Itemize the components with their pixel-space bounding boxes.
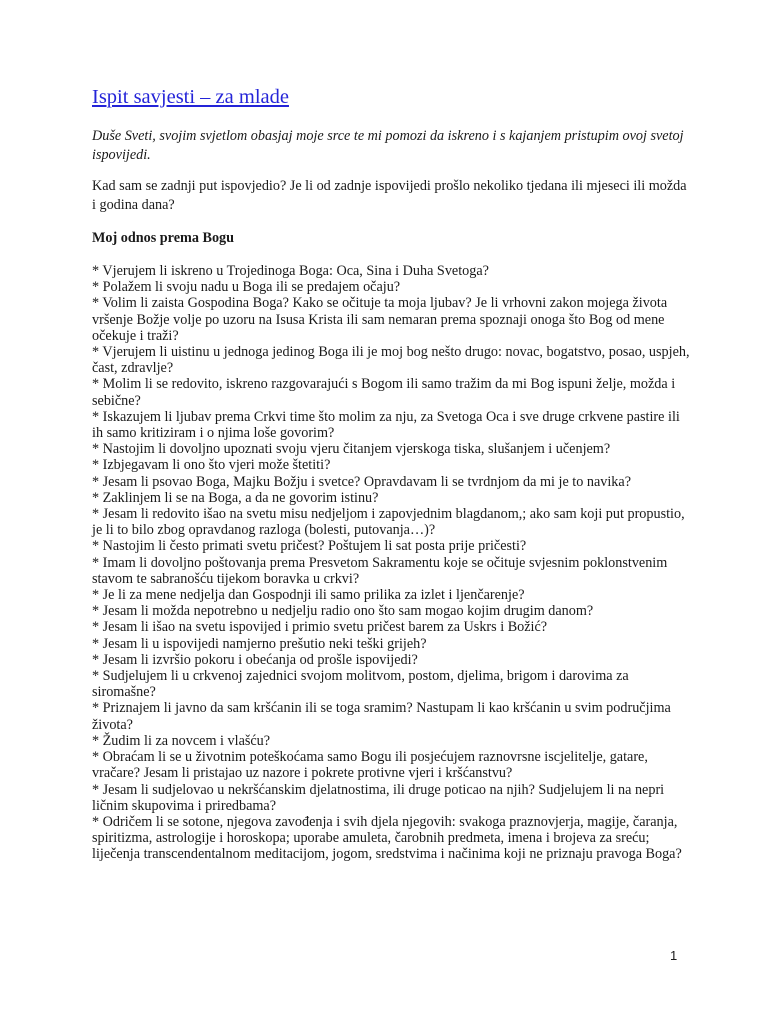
examination-list (92, 263, 692, 863)
list-item: * Jesam li možda nepotrebno u nedjelju radio ono što sam mogao kojim drugim danom? (92, 603, 594, 620)
list-item: * Izbjegavam li ono što vjeri može štetiti? (92, 457, 331, 474)
list-item: * Polažem li svoju nadu u Boga ili se predajem očaju? (92, 279, 401, 296)
list-item: * Jesam li psovao Boga, Majku Božju i svetce? Opravdavam li se tvrdnjom da mi je to navika? (92, 473, 632, 490)
list-item: * Odričem li se sotone, njegova zavođenja i svih djela njegovih: svakoga praznovjerja, magije, čaranja, spiritizma, astrologije i horoskopa; uporabe amuleta, čarobnih predmeta, imena i brojeva za sreću; liječenja transcendentalnom meditacijom, jogom, sredstvima i načinima koji ne priznaju pravoga Boga? (92, 813, 682, 863)
list-item: * Iskazujem li ljubav prema Crkvi time što molim za nju, za Svetoga Oca i sve druge crkvene pastire ili ih samo kritiziram i o njima loše govorim? (92, 408, 680, 442)
list-item: * Je li za mene nedjelja dan Gospodnji ili samo prilika za izlet i ljenčarenje? (92, 587, 525, 604)
list-item: * Žudim li za novcem i vlašću? (92, 732, 271, 749)
list-item: * Nastojim li često primati svetu pričest? Poštujem li sat posta prije pričesti? (92, 538, 527, 555)
list-item: * Vjerujem li uistinu u jednoga jedinog Boga ili je moj bog nešto drugo: novac, bogatstvo, posao, uspjeh, čast, zdravlje? (92, 344, 690, 377)
list-item: * Volim li zaista Gospodina Boga? Kako se očituje ta moja ljubav? Je li vrhovni zakon mojega života vršenje Božje volje po uzoru na Isusa Krista ili sam nemaran prema spoznaji onoga što Bog od mene očekuje i traži? (92, 295, 668, 344)
list-item: * Priznajem li javno da sam kršćanin ili se toga sramim? Nastupam li kao kršćanin u svim područjima života? (92, 700, 671, 733)
list-item: * Molim li se redovito, iskreno razgovarajući s Bogom ili samo tražim da mi Bog ispuni želje, možda i sebične? (92, 376, 676, 409)
list-item: * Nastojim li dovoljno upoznati svoju vjeru čitanjem vjerskoga tiska, slušanjem i učenjem? (92, 441, 611, 458)
list-item: * Jesam li izvršio pokoru i obećanja od prošle ispovijedi? (92, 651, 418, 668)
list-item: * Jesam li redovito išao na svetu misu nedjeljom i zapovjednim blagdanom,; ako sam koji put propustio, je li to bilo zbog opravdanog razloga (bolesti, putovanja…)? (92, 506, 685, 539)
list-item: * Obraćam li se u životnim poteškoćama samo Bogu ili posjećujem raznovrsne iscjelitelje, gatare, vračare? Jesam li pristajao uz nazore i pokrete protivne vjeri i kršćanstvu? (92, 749, 648, 782)
list-item: * Jesam li u ispovijedi namjerno prešutio neki teški grijeh? (92, 635, 427, 652)
document-title-link[interactable]: Ispit savjesti – za mlade (92, 86, 289, 108)
list-item: * Jesam li sudjelovao u nekršćanskim djelatnostima, ili druge poticao na njih? Sudjelujem li na nepri ličnim skupovima i priredbama? (92, 781, 665, 814)
list-item: * Vjerujem li iskreno u Trojedinoga Boga: Oca, Sina i Duha Svetoga? (92, 263, 489, 279)
intro-prayer: Duše Sveti, svojim svjetlom obasjaj moje srce te mi pomozi da iskreno i s kajanjem pristupim ovoj svetoj ispovijedi. (92, 128, 684, 163)
list-item: * Zaklinjem li se na Boga, a da ne govorim istinu? (92, 489, 379, 506)
list-item: * Imam li dovoljno poštovanja prema Presvetom Sakramentu koje se očituje svjesnim poklonstvenim stavom te sabranošću tijekom boravka u crkvi? (92, 554, 668, 587)
list-item: * Sudjelujem li u crkvenoj zajednici svojom molitvom, postom, djelima, brigom i darovima za siromašne? (92, 668, 629, 701)
list-item: * Jesam li išao na svetu ispovijed i primio svetu pričest barem za Uskrs i Božić? (92, 619, 548, 636)
opening-question: Kad sam se zadnji put ispovjedio? Je li od zadnje ispovijedi prošlo nekoliko tjedana ili mjeseci ili možda i godina dana? (92, 178, 687, 213)
section-heading: Moj odnos prema Bogu (92, 230, 235, 246)
page-number: 1 (670, 948, 678, 963)
